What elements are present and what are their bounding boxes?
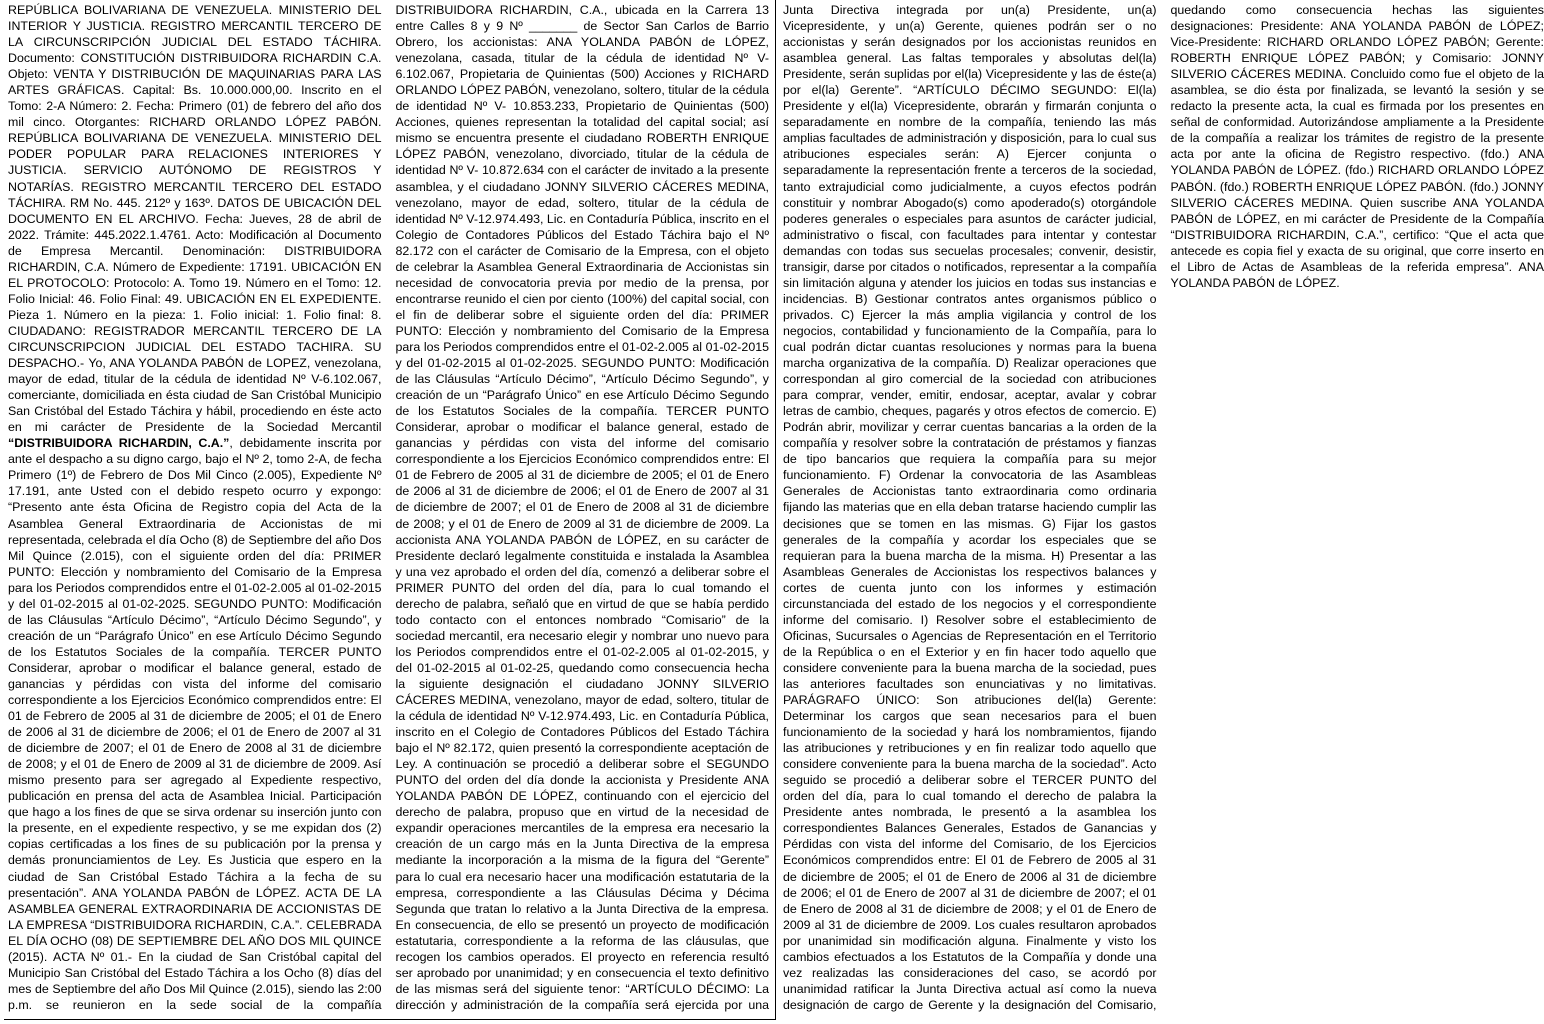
notice-text-part2: , debidamente inscrita por ante el despacho a su digno cargo, bajo el Nº 2, tomo 2-A, de fecha Primero (1º) de Febrero de Dos Mil Cinco (2.005), Expediente Nº 17.191, ante Usted con el debido respeto ocurro y expongo: “Presento ante ésta Oficina de Registro copia del Acta de la Asamblea General Extraordinaria de Accionistas de mi representada, celebrada el día Ocho (8) de Septiembre del año Dos Mil Quince (2.015), con el siguiente orden del día: PRIMER PUNTO: Elección y nombramiento del Comisario de la Empresa para los Periodos comprendidos entre el 01-02-2.005 al 01-02-2015 y del 01-02-2015 al 01-02-2025. SEGUNDO PUNTO: Modificación de las Cláusulas “Artículo Décimo”, “Artículo Décimo Segundo”, y creación de un “Parágrafo Único” en ese Artículo Décimo Segundo de los Estatutos Sociales de la compañía. TERCER PUNTO Considerar, aprobar o modificar el balance general, estado de ganancias y pérdidas con vista del informe del comisario correspondiente a los Ejercicios Económico comprendidos entre: El 01 de Febrero de 2005 al 31 de diciembre de 2005; el 01 de Enero de 2006 al 31 de diciembre de 2006; el 01 de Enero de 2007 al 31 de diciembre de 2007; el 01 de Enero de 2008 al 31 de diciembre de 2008; y el 01 de Enero de 2009 al 31 de diciembre de 2009. Así mismo presento para ser agregado al Expediente respectivo, publicación en prensa del acta de Asamblea Inicial. Participación que hago a los fines de que se sirva ordenar su inserción junto con la presente, en el expediente respectivo, y se me expidan dos (2) copias certificadas a los fines de su publicación por la prensa y demás pronunciamientos de Ley. Es Justicia que espero en la ciudad de San Cristóbal Estado Táchira a la fecha de su presentación”. ANA YOLANDA PABÓN de LÓPEZ. ACTA DE LA ASAMBLEA GENERAL EXTRAORDINARIA DE ACCIONISTAS DE LA EMPRESA “DISTRIBUIDORA RICHARDIN, C.A.”. CELEBRADA EL DÍA OCHO (08) DE SEPTIEMBRE DEL AÑO DOS MIL QUINCE (2015). ACTA Nº 01.- En la ciudad de San Cristóbal capital del Municipio San Cristóbal del Estado Táchira a los Ocho (8) días del mes de Septiembre del año Dos Mil Quince (2.015), siendo las 2:00 p.m. se reunieron en la sede social de la compañía DISTRIBUIDORA RICHARDIN, C.A., ubicada en la Carrera 13 entre Calles 8 y 9 Nº _______ de Sector San Carlos de Barrio Obrero, los accionistas: ANA YOLANDA PABÓN de LÓPEZ, venezolana, casada, titular de la cédula de identidad Nº V- 6.102.067, Propietaria de Quinientas (500) Acciones y RICHARD ORLANDO LÓPEZ PABÓN, venezolano, soltero, titular de la cédula de identidad Nº V- 10.853.233, Propietario de Quinientas (500) Acciones, quienes representan la totalidad del capital social; así mismo se encuentra presente el ciudadano ROBERTH ENRIQUE LÓPEZ PABÓN, venezolano, divorciado, titular de la cédula de identidad Nº V- 10.872.634 con el carácter de invitado a la presente asamblea, y el ciudadano JONNY SILVERIO CÁCERES MEDINA, venezolano, mayor de edad, soltero, titular de la cédula de identidad Nº V-12.974.493, Lic. en Contaduría Pública, inscrito en el Colegio de Contadores Públicos del Estado Táchira bajo el Nº 82.172 con el carácter de Comisario de la Empresa, con el objeto de celebrar la Asamblea General Extraordinaria de Accionistas sin necesidad de convocatoria previa por medio de la prensa, por encontrarse reunido el cien por ciento (100%) del capital social, con el fin de deliberar sobre el siguiente orden del día: PRIMER PUNTO: Elección y nombramiento del Comisario de la Empresa para los Periodos comprendidos entre el 01-02-2.005 al 01-02-2015 y del 01-02-2015 al 01-02-2025. SEGUNDO PUNTO: Modificación de las Cláusulas “Artículo Décimo”, “Artículo Décimo Segundo”, y creación de un “Parágrafo Único” en ese Artículo Décimo Segundo de los Estatutos Sociales de la compañía. TERCER PUNTO Considerar, aprobar o modificar el balance general, estado de ganancias y pérdidas con vista del informe del comisario correspondiente a los Ejercicios Económico comprendidos entre: El 01 de Febrero de 2005 al 31 de diciembre de 2005; el 01 de Enero de 2006 al 31 de diciembre de 2006; el 01 de Enero de 2007 al 31 de diciembre de 2007; el 01 de Enero de 2008 al 31 de diciembre de 2008; y el 01 de Enero de 2009 al 31 de diciembre de 2009. La accionista ANA YOLANDA PABÓN de LÓPEZ, en su carácter de Presidente declaró legalmente constituida e instalada la Asamblea y una vez aprobado el orden del día, comenzó a deliberar sobre el PRIMER PUNTO del orden del día, para lo cual tomando el derecho de palabra, señaló que en virtud de que se había perdido todo contacto con el entonces nombrado “Comisario” de la sociedad mercantil, era necesario elegir y nombrar uno nuevo para los Periodos comprendidos entre el 01-02-2.005 al 01-02-2015, y del 01-02-2015 al 01-02-25, quedando como consecuencia hecha la siguiente designación el ciudadano JONNY SILVERIO CÁCERES MEDINA, venezolano, mayor de edad, soltero, titular de la cédula de identidad Nº V-12.974.493, Lic. en Contaduría Pública, inscrito en el Colegio de Contadores Públicos del Estado Táchira bajo el Nº 82.172, quien presentó la correspondiente aceptación de Ley. A continuación se procedió a deliberar sobre el SEGUNDO PUNTO del orden del día donde la accionista y Presidente ANA YOLANDA PABÓN DE LÓPEZ, continuando con el ejercicio del derecho de palabra, propuso que en virtud de la necesidad de expandir operaciones mercantiles de la empresa era necesario la creación de un cargo más en la Junta Directiva de la empresa mediante la incorporación a la misma de la figura del “Gerente” para lo cual era necesario hacer una modificación estatutaria de la empresa, correspondiente a las Cláusulas Décima y Décima Segunda que tratan lo relativo a la Junta Directiva de la empresa. En consecuencia, de ello se presentó un proyecto de modificación estatutaria, correspondiente a la reforma de las cláusulas, que recogen los cambios operados. El proyecto en referencia resultó ser aprobado por unanimidad; y en consecuencia el texto definitivo de las mismas será del siguiente tenor: “ARTÍCULO DÉCIMO: La dirección y administración de la compañía será ejercida por una Junta Directiva integrada por un(a) Presidente, un(a) Vicepresidente, y un(a) Gerente, quienes podrán ser o no accionistas y serán designados por los accionistas reunidos en asamblea general. Las faltas temporales y absolutas del(la) Presidente, serán suplidas por el(la) Vicepresidente y las de éste(a) por el(la) Gerente”. “ARTÍCULO DÉCIMO SEGUNDO: El(la) Presidente y el(la) Vicepresidente, obrarán y firmarán conjunta o separadamente en nombre de la compañía, teniendo las más amplias facultades de administración y disposición, para lo cual sus atribuciones especiales serán: A) Ejercer conjunta o separadamente la representación frente a terceros de la sociedad, tanto extrajudicial como judicialmente, a cuyos efectos podrán constituir y nombrar Abogado(s) como apoderado(s) otorgándole poderes generales o especiales para asuntos de carácter judicial, administrativo o fiscal, con facultades para intentar y contestar demandas con todas sus secuelas procesales; convenir, desistir, transigir, darse por citados o notificados, representar a la compañía sin limitación alguna y atender los juicios en todas sus instancias e incidencias. B) Gestionar contratos antes organismos público o privados. C) Ejercer la más amplia vigilancia y control de los negocios, contabilidad y funcionamiento de la Compañía, para lo cual podrán dictar cuantas resoluciones y normas para la buena marcha organizativa de la compañía. D) Realizar operaciones que correspondan al giro comercial de la sociedad con atribuciones para comprar, vender, emitir, endosar, aceptar, avalar y cobrar letras de cambio, cheques, pagarés y otros efectos de comercio. E) Podrán abrir, movilizar y cerrar cuentas bancarias a la orden de la compañía y resolver sobre la contratación de préstamos y fianzas de tipo bancarios que requiera la compañía para su mejor funcionamiento. F) Ordenar la convocatoria de las Asambleas Generales de Accionistas tanto extraordinaria como ordinaria fijando las materias que en ella deban tratarse haciendo cumplir las decisiones que se tomen en las mismas. G) Fijar los gastos generales de la compañía y acordar los especiales que se requieran para la buena marcha de la misma. H) Presentar a las Asambleas Generales de Accionistas los respectivos balances y cortes de cuenta junto con los informes y estimación circunstanciada del estado de los negocios y el correspondiente informe del comisario. I) Resolver sobre el establecimiento de Oficinas, Sucursales o Agencias de Representación en el Territorio de la República o en el Exterior y en fin hacer todo aquello que considere conveniente para la buena marcha de la sociedad, pues las anteriores facultades son enunciativas y no limitativas. PARÁGRAFO ÚNICO: Son atribuciones del(la) Gerente: Determinar los cargos que sean necesarios para el buen funcionamiento de la sociedad y hará los nombramientos, fijando las atribuciones y retribuciones y en fin realizar todo aquello que considere conveniente para la buena marcha de la sociedad”. Acto seguido se procedió a deliberar sobre el TERCER PUNTO del orden del día, para lo cual tomando el derecho de palabra la Presidente antes nombrada, le presentó a la asamblea los correspondientes Balances Generales, Estados de Ganancias y Pérdidas con vista del informe del Comisario, de los Ejercicios Económicos comprendidos entre: El 01 de Febrero de 2005 al 31 de diciembre de 2005; el 01 de Enero de 2006 al 31 de diciembre de 2006; el 01 de Enero de 2007 al 31 de diciembre de 2007; el 01 de Enero de 2008 al 31 de diciembre de 2008; y el 01 de Enero de 2009 al 31 de diciembre de 2009. Los cuales resultaron aprobados por unanimidad sin modificación alguna. Finalmente y visto los cambios efectuados a los Estatutos de la Compañía y donde una vez realizadas las consideraciones del caso, se acordó por unanimidad ratificar la Junta Directiva actual así como la nueva designación de cargo de Gerente y la designación del Comisario, quedando como consecuencia hechas las siguientes designaciones: Presidente: ANA YOLANDA PABÓN de LÓPEZ; Vice-Presidente: RICHARD ORLANDO LÓPEZ PABÓN; Gerente: ROBERTH ENRIQUE LÓPEZ PABÓN; y Comisario: JONNY SILVERIO CÁCERES MEDINA. Concluido como fue el objeto de la asamblea, se dio ésta por finalizada, se levantó la sesión y se redacto la presente acta, la cual es firmada por los presentes en señal de conformidad. Autorizándose ampliamente a la Presidente de la compañía a realizar los trámites de registro de la presente acta por ante la oficina de Registro respectivo. (fdo.) ANA YOLANDA PABÓN de LÓPEZ. (fdo.) RICHARD ORLANDO LÓPEZ PABÓN. (fdo.) ROBERTH ENRIQUE LÓPEZ PABÓN. (fdo.) JONNY SILVERIO CÁCERES MEDINA. Quien suscribe ANA YOLANDA PABÓN de LÓPEZ, en mi carácter de Presidente de la Compañía “DISTRIBUIDORA RICHARDIN, C.A.”, certifico: “Que el acta que antecede es copia fiel y exacta de su original, que corre inserto en el Libro de Actas de Asambleas de la referida empresa”. ANA YOLANDA PABÓN de LÓPEZ. xyxy=(8,3,1544,1012)
notice-text xyxy=(8,2,1544,1015)
company-name: “DISTRIBUIDORA RICHARDIN, C.A.” xyxy=(8,436,230,451)
legal-notice xyxy=(4,0,1544,1020)
notice-text-part1: REPÚBLICA BOLIVARIANA DE VENEZUELA. MINISTERIO DEL INTERIOR Y JUSTICIA. REGISTRO MERCANTIL TERCERO DE LA CIRCUNSCRIPCIÓN JUDICIAL DEL ESTADO TÁCHIRA. Documento: CONSTITUCIÓN DISTRIBUIDORA RICHARDIN C.A. Objeto: VENTA Y DISTRIBUCIÓN DE MAQUINARIAS PARA LAS ARTES GRÁFICAS. Capital: Bs. 10.000.000,00. Inscrito en el Tomo: 2-A Número: 2. Fecha: Primero (01) de febrero del año dos mil cinco. Otorgantes: RICHARD ORLANDO LÓPEZ PABÓN. REPÚBLICA BOLIVARIANA DE VENEZUELA. MINISTERIO DEL PODER POPULAR PARA RELACIONES INTERIORES Y JUSTICIA. SERVICIO AUTÓNOMO DE REGISTROS Y NOTARÍAS. REGISTRO MERCANTIL TERCERO DEL ESTADO TÁCHIRA. RM No. 445. 212º y 163º. DATOS DE UBICACIÓN DEL DOCUMENTO EN EL ARCHIVO. Fecha: Jueves, 28 de abril de 2022. Trámite: 445.2022.1.4761. Acto: Modificación al Documento de Empresa Mercantil. Denominación: DISTRIBUIDORA RICHARDIN, C.A. Número de Expediente: 17191. UBICACIÓN EN EL PROTOCOLO: Protocolo: A. Tomo 19. Número en el Tomo: 12. Folio Inicial: 46. Folio Final: 49. UBICACIÓN EN EL EXPEDIENTE. Pieza 1. Número en la pieza: 1. Folio inicial: 1. Folio final: 8. CIUDADANO: REGISTRADOR MERCANTIL TERCERO DE LA CIRCUNSCRIPCION JUDICIAL DEL ESTADO TACHIRA. SU DESPACHO.- Yo, ANA YOLANDA PABÓN de LOPEZ, venezolana, mayor de edad, titular de la cédula de identidad Nº V-6.102.067, comerciante, domiciliada en ésta ciudad de San Cristóbal Municipio San Cristóbal del Estado Táchira y hábil, procediendo en éste acto en mi carácter de Presidente de la Sociedad Mercantil xyxy=(8,3,382,435)
